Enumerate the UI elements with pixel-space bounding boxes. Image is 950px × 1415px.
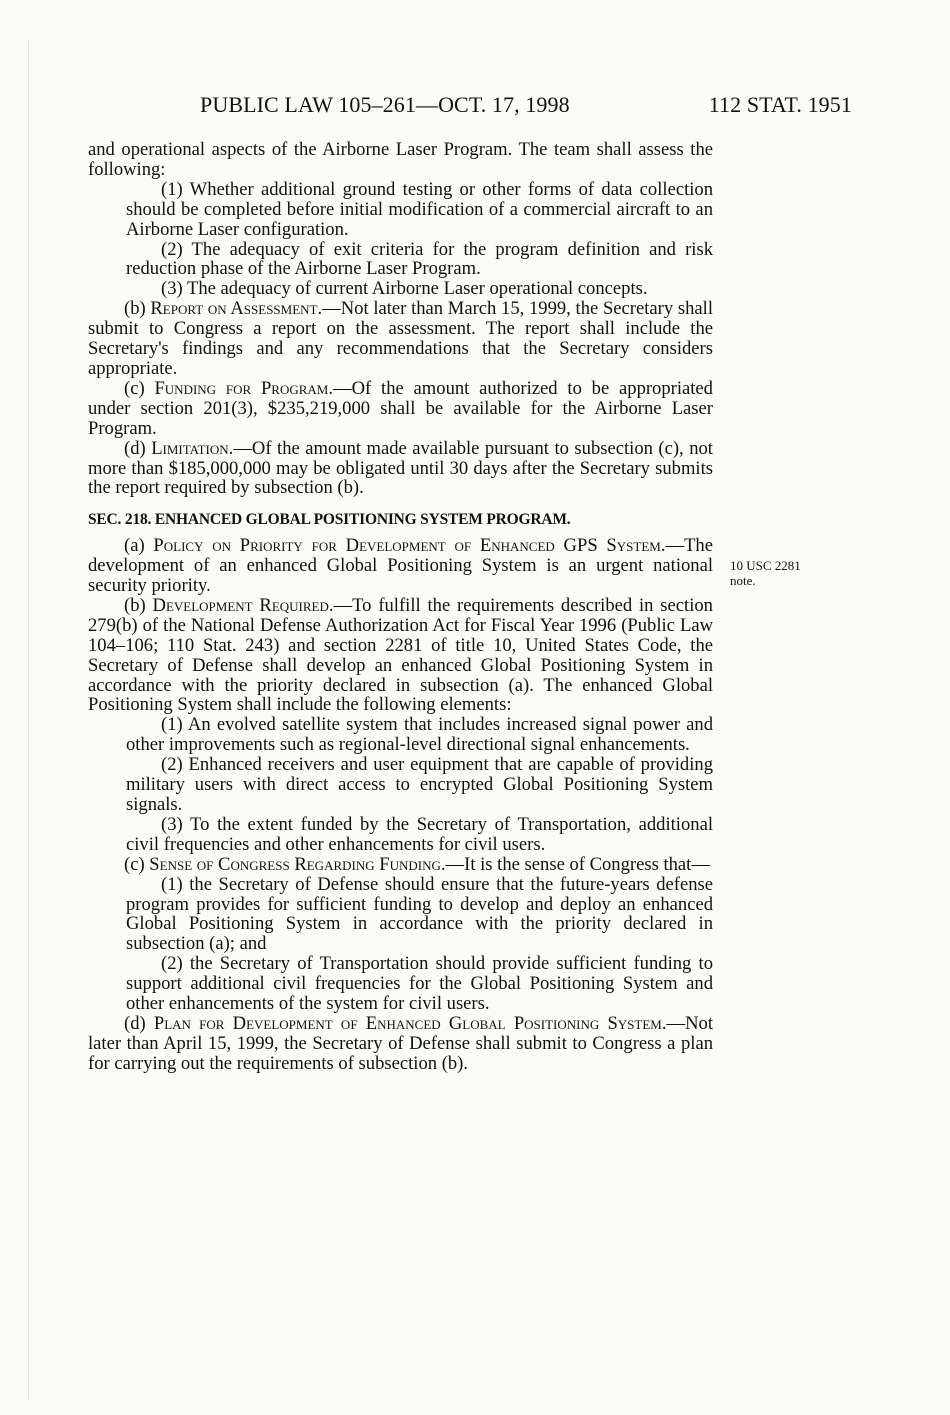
- subsection-b: (b) Report on Assessment.—Not later than March 15, 1999, the Secretary shall submit to Congress a report on the assessment. The report shall include the Secretary's findings and any recommendations that the Secretary considers appropriate.: [88, 298, 713, 379]
- subsection-heading: Sense of Congress Regarding Funding.: [149, 853, 446, 875]
- section-subsection-a: (a) Policy on Priority for Development of Enhanced GPS System.—The development of an enhanced Global Positioning System is an urgent national security priority.: [88, 535, 713, 597]
- subsection-heading: Development Required.: [152, 594, 334, 616]
- subsection-heading: Plan for Development of Enhanced Global Positioning System.: [153, 1012, 667, 1034]
- scan-edge: [28, 40, 29, 1400]
- margin-note-citation: 10 USC 2281: [730, 558, 801, 573]
- section-heading: SEC. 218. ENHANCED GLOBAL POSITIONING SYSTEM PROGRAM.: [88, 511, 571, 529]
- list-item: (2) The adequacy of exit criteria for the program definition and risk reduction phase of the Airborne Laser Program.: [126, 238, 713, 280]
- subsection-d: (d) Limitation.—Of the amount made available pursuant to subsection (c), not more than $185,000,000 may be obligated until 30 days after the Secretary submits the report required by subsection (b).: [88, 437, 713, 499]
- list-item: (3) The adequacy of current Airborne Laser operational concepts.: [161, 278, 648, 300]
- subsection-heading: Limitation.: [151, 437, 234, 459]
- list-item: (2) the Secretary of Transportation should provide sufficient funding to support additional civil frequencies for the Global Positioning System and other enhancements of the system for civil users.: [126, 953, 713, 1015]
- subsection-heading: Report on Assessment.: [150, 298, 323, 320]
- section-subsection-d: (d) Plan for Development of Enhanced Global Positioning System.—Not later than April 15, 1999, the Secretary of Defense shall submit to Congress a plan for carrying out the requirements of subsection (b).: [88, 1012, 713, 1074]
- document-body: [88, 140, 713, 1074]
- page-number: 112 STAT. 1951: [708, 92, 852, 117]
- list-item: (3) To the extent funded by the Secretary of Transportation, additional civil frequencies and other enhancements for civil users.: [126, 813, 713, 855]
- section-subsection-c: (c) Sense of Congress Regarding Funding.—It is the sense of Congress that—: [124, 853, 710, 875]
- running-head: PUBLIC LAW 105–261—OCT. 17, 1998: [200, 92, 570, 117]
- section-subsection-b: (b) Development Required.—To fulfill the requirements described in section 279(b) of the National Defense Authorization Act for Fiscal Year 1996 (Public Law 104–106; 110 Stat. 243) and section 2281 of title 10, United States Code, the Secretary of Defense shall develop an enhanced Global Positioning System in accordance with the priority declared in subsection (a). The enhanced Global Positioning System shall include the following elements:: [88, 594, 713, 716]
- list-item: (1) An evolved satellite system that includes increased signal power and other improvements such as regional-level directional signal enhancements.: [126, 714, 713, 756]
- subsection-heading: Funding for Program.: [154, 377, 334, 399]
- list-item: (1) Whether additional ground testing or other forms of data collection should be completed before initial modification of a commercial aircraft to an Airborne Laser configuration.: [126, 178, 713, 240]
- paragraph-intro: and operational aspects of the Airborne Laser Program. The team shall assess the following:: [88, 139, 713, 180]
- list-item: (2) Enhanced receivers and user equipment that are capable of providing military users with direct access to encrypted Global Positioning System signals.: [126, 754, 713, 815]
- page-header: [200, 90, 852, 120]
- subsection-c: (c) Funding for Program.—Of the amount authorized to be appropriated under section 201(3), $235,219,000 shall be available for the Airborne Laser Program.: [88, 377, 713, 439]
- margin-note: [730, 558, 830, 588]
- margin-note-label: note.: [730, 573, 756, 588]
- subsection-heading: Policy on Priority for Development of Enhanced GPS System.: [153, 535, 666, 557]
- list-item: (1) the Secretary of Defense should ensure that the future-years defense program provides for sufficient funding to develop and deploy an enhanced Global Positioning System in accordance with the priority declared in subsection (a); and: [126, 873, 713, 955]
